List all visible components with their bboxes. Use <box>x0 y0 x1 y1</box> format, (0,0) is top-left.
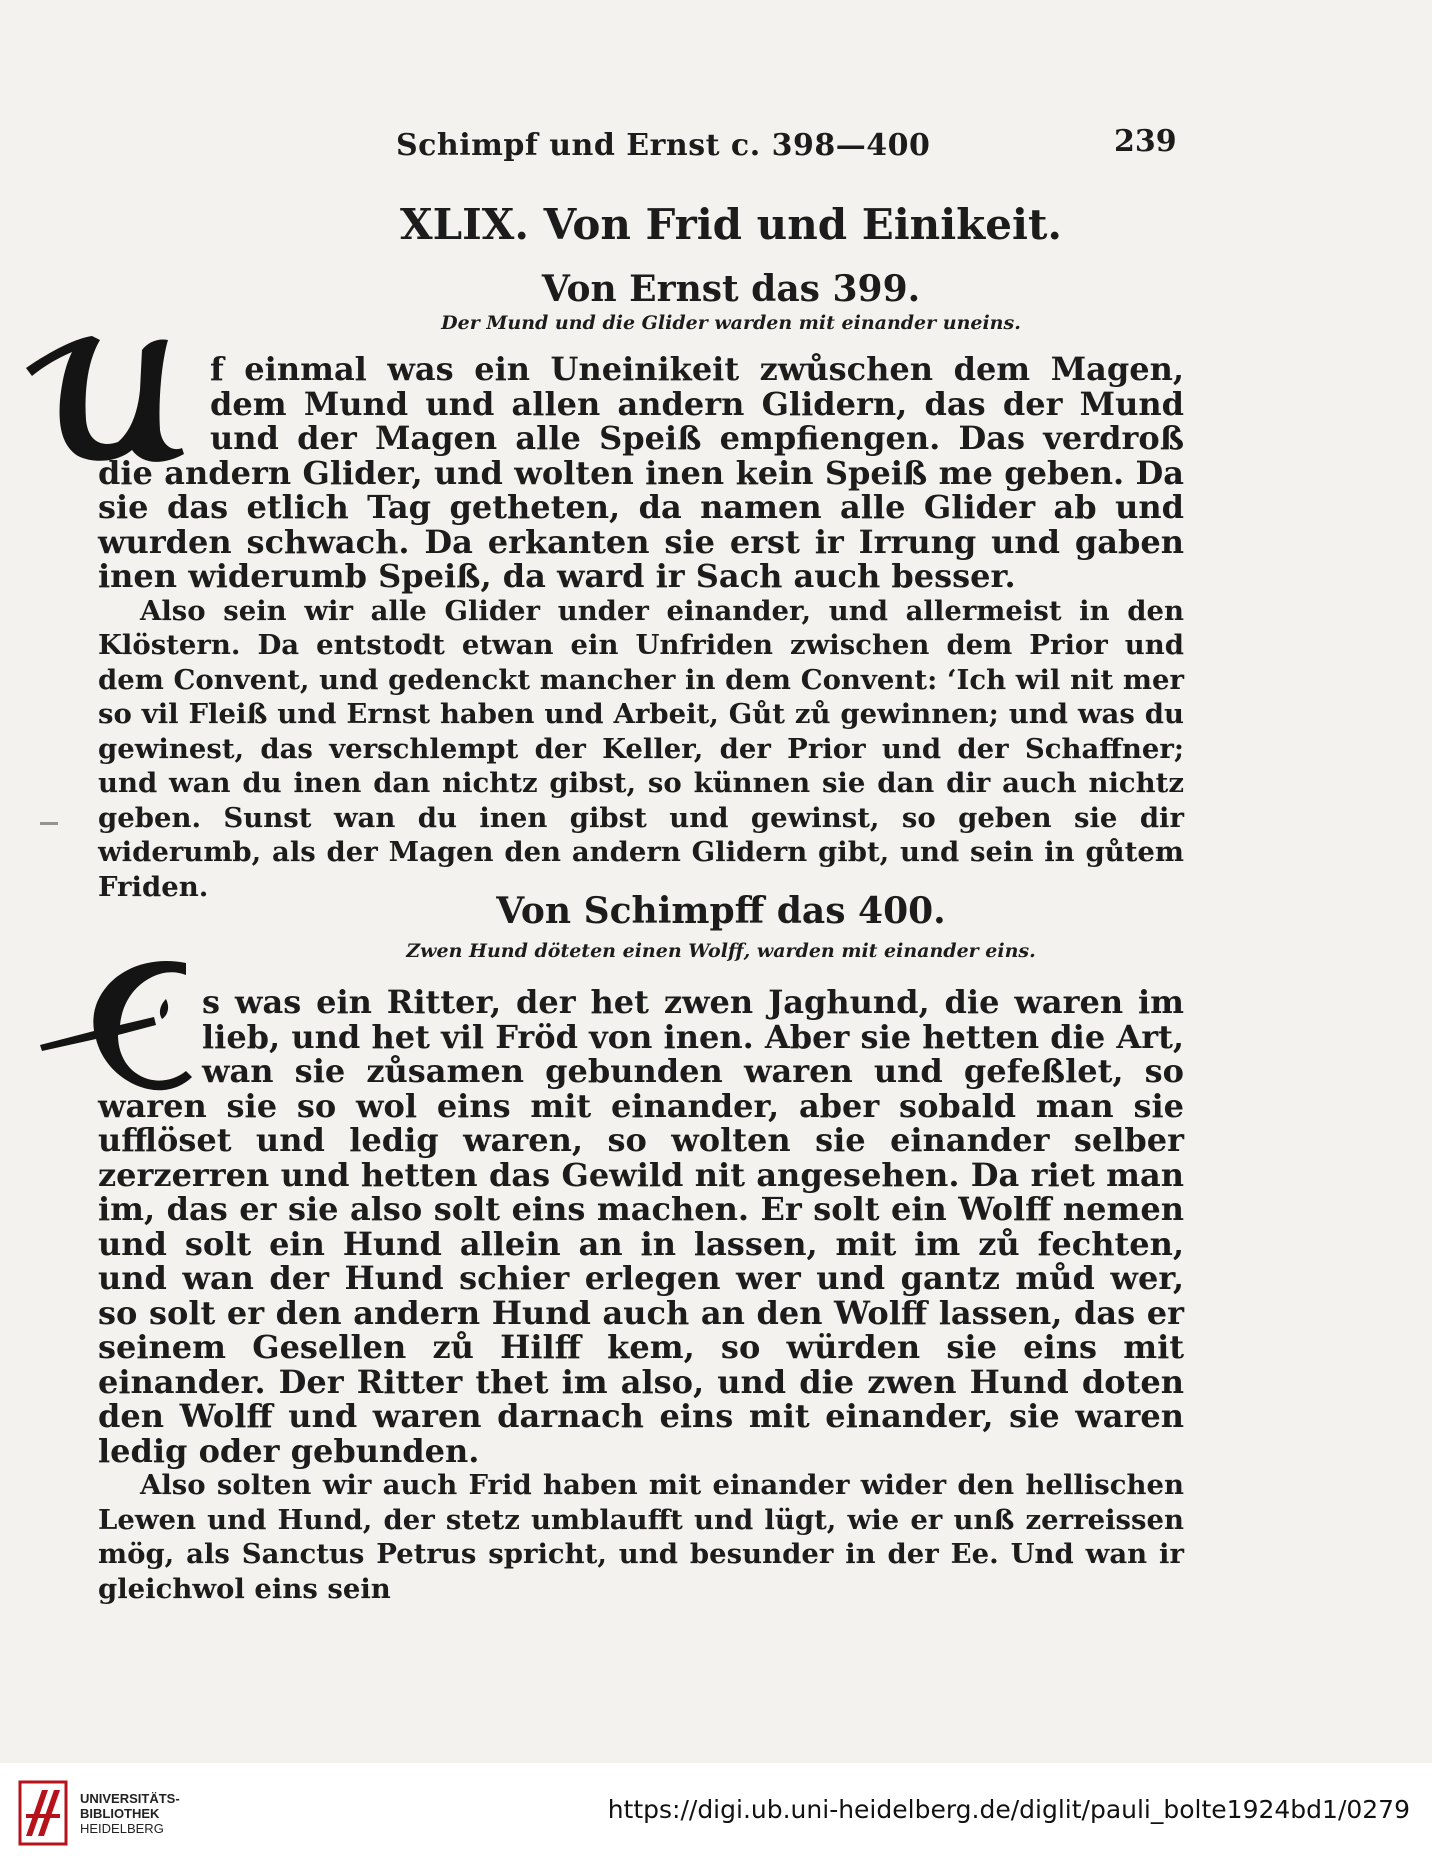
section-399-title: Von Ernst das 399. <box>541 268 921 310</box>
dropcap-spacer <box>98 352 210 452</box>
library-logo-icon[interactable] <box>18 1780 68 1846</box>
permalink-url[interactable]: https://digi.ub.uni-heidelberg.de/diglit/pauli_bolte1924bd1/0279 <box>607 1795 1410 1824</box>
page-number: 239 <box>1114 124 1177 159</box>
section-399-paragraph-1: f einmal was ein Uneinikeit zwůschen dem Magen, dem Mund und allen andern Glidern, das der Mund und der Magen alle Speiß empfiengen. Das verdroß die andern Glider, und wolten inen kein Speiß me geben. Da sie das etlich Tag getheten, da namen alle Glider ab und wurden schwach. Da erkanten sie erst ir Irrung und gaben inen widerumb Speiß, da ward ir Sach auch besser. <box>98 350 1184 595</box>
chapter-title: XLIX. Von Frid und Einikeit. <box>400 200 1062 249</box>
section-400-title: Von Schimpff das 400. <box>496 890 946 932</box>
section-400-subtitle: Zwen Hund döteten einen Wolff, warden mit einander eins. <box>406 940 1036 962</box>
section-400-paragraph-2: Also solten wir auch Frid haben mit einander wider den hellischen Lewen und Hund, der stetz umblaufft und lügt, wie er unß zerreissen mög, als Sanctus Petrus spricht, und besunder in der Ee. Und wan ir gleichwol eins sein <box>98 1469 1184 1605</box>
section-400-body <box>98 985 1184 1606</box>
section-399-paragraph-2: Also sein wir alle Glider under einander, und allermeist in den Klöstern. Da entstodt etwan ein Unfriden zwischen dem Prior und dem Convent, und gedenckt mancher in dem Convent: ‘Ich wil nit mer so vil Fleiß und Ernst haben und Arbeit, Gůt zů gewinnen; und was du gewinest, das verschlempt der Keller, der Prior und der Schaffner; und wan du inen dan nichtz gibst, so künnen sie dan dir auch nichtz geben. Sunst wan du inen gibst und gewinst, so geben sie dir widerumb, als der Magen den andern Glidern gibt, und sein in gůtem Friden. <box>98 594 1184 903</box>
dropcap-spacer <box>98 985 202 1085</box>
library-name-line-3: HEIDELBERG <box>80 1821 164 1836</box>
library-name-line-2: BIBLIOTHEK <box>80 1806 160 1821</box>
scan-mark <box>40 822 58 825</box>
library-name[interactable] <box>80 1791 180 1836</box>
section-399-subtitle: Der Mund und die Glider warden mit einander uneins. <box>441 312 1021 334</box>
running-title: Schimpf und Ernst c. 398—400 <box>396 128 931 163</box>
section-399-body <box>98 352 1184 904</box>
section-400-paragraph-1: s was ein Ritter, der het zwen Jaghund, die waren im lieb, und het vil Fröd von inen. Aber sie hetten die Art, wan sie zůsamen gebunden waren und gefeßlet, so waren sie so wol eins mit einander, aber sobald man sie ufflöset und ledig waren, so wolten sie einander selber zerzerren und hetten das Gewild nit angesehen. Da riet man im, das er sie also solt eins machen. Er solt ein Wolff nemen und solt ein Hund allein an in lassen, mit im zů fechten, und wan der Hund schier erlegen wer und gantz můd wer, so solt er den andern Hund auch an den Wolff lassen, das er seinem Gesellen zů Hilff kem, so würden sie eins mit einander. Der Ritter thet im also, und die zwen Hund doten den Wolff und waren darnach eins mit einander, sie waren ledig oder gebunden. <box>98 983 1184 1470</box>
library-name-line-1: UNIVERSITÄTS- <box>80 1791 180 1806</box>
